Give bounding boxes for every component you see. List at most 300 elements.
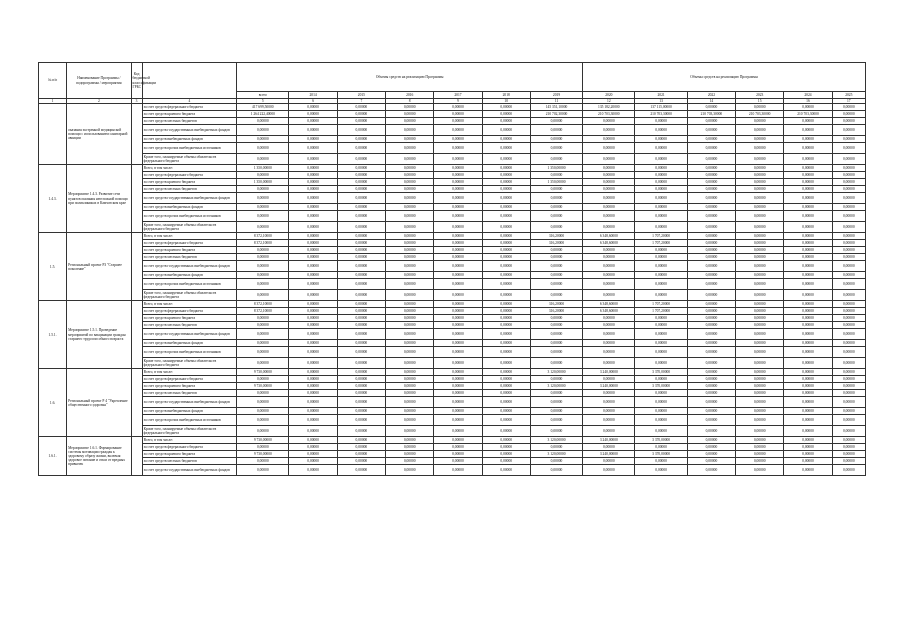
amount-cell: 0,00000	[784, 272, 832, 279]
amount-cell: 0,00000	[784, 383, 832, 390]
table-row	[39, 369, 866, 376]
amount-cell: 0,00000	[687, 254, 735, 261]
table-row	[39, 315, 866, 322]
amount-cell: 0,00000	[386, 154, 434, 165]
table-row	[39, 111, 866, 118]
amount-cell: 0,00000	[736, 186, 784, 193]
amount-cell: 0,00000	[832, 465, 865, 476]
amount-cell: 0,00000	[784, 458, 832, 465]
amount-cell: 0,00000	[237, 340, 289, 347]
amount-cell: 0,00000	[337, 272, 385, 279]
amount-cell: 0,00000	[687, 347, 735, 358]
amount-cell: 0,00000	[784, 322, 832, 329]
amount-cell: 3 120,00000	[530, 383, 582, 390]
amount-cell: 0,00000	[289, 347, 337, 358]
table-row	[39, 172, 866, 179]
amount-cell: 0,00000	[736, 204, 784, 211]
amount-cell: 0,00000	[687, 315, 735, 322]
amount-cell: 0,00000	[289, 240, 337, 247]
funding-source: за счет средств государственных внебюджетных фондов	[142, 465, 237, 476]
amount-cell: 0,00000	[434, 390, 482, 397]
amount-cell: 0,00000	[237, 347, 289, 358]
amount-cell: 0,00000	[736, 279, 784, 290]
amount-cell: 0,00000	[337, 451, 385, 458]
amount-cell: 0,00000	[386, 179, 434, 186]
funding-source: за счет средств местных бюджетов	[142, 186, 237, 193]
amount-cell: 0,00000	[289, 397, 337, 408]
amount-cell: 0,00000	[482, 358, 530, 369]
amount-cell: 0,00000	[736, 376, 784, 383]
amount-cell: 0,00000	[530, 272, 582, 279]
table-row	[39, 186, 866, 193]
amount-cell: 0,00000	[434, 347, 482, 358]
amount-cell: 6 348,60000	[583, 240, 635, 247]
amount-cell: 0,00000	[337, 193, 385, 204]
amount-cell: 0,00000	[386, 451, 434, 458]
amount-cell: 0,00000	[386, 329, 434, 340]
amount-cell: 0,00000	[434, 193, 482, 204]
funding-source: Всего, в том числе:	[142, 369, 237, 376]
column-number: 13	[635, 99, 687, 104]
amount-cell: 0,00000	[434, 222, 482, 233]
amount-cell: 0,00000	[386, 247, 434, 254]
funding-source: за счет средств местных бюджетов	[142, 118, 237, 125]
row-code	[131, 233, 142, 301]
amount-cell: 0,00000	[386, 143, 434, 154]
amount-cell: 0,00000	[736, 143, 784, 154]
header-source	[142, 63, 237, 99]
amount-cell: 1 350,00000	[530, 179, 582, 186]
row-index: 1.6.	[39, 369, 67, 437]
amount-cell: 0,00000	[386, 369, 434, 376]
amount-cell: 0,00000	[237, 322, 289, 329]
amount-cell: 0,00000	[784, 347, 832, 358]
amount-cell: 0,00000	[386, 111, 434, 118]
amount-cell: 0,00000	[434, 279, 482, 290]
amount-cell: 0,00000	[832, 376, 865, 383]
amount-cell: 0,00000	[337, 358, 385, 369]
amount-cell: 0,00000	[337, 111, 385, 118]
funding-source: Всего, в том числе:	[142, 165, 237, 172]
amount-cell: 0,00000	[687, 437, 735, 444]
budget-table	[38, 62, 866, 476]
row-index	[39, 104, 67, 165]
amount-cell: 0,00000	[832, 369, 865, 376]
amount-cell: 0,00000	[289, 451, 337, 458]
amount-cell: 0,00000	[337, 254, 385, 261]
amount-cell: 0,00000	[736, 136, 784, 143]
amount-cell: 0,00000	[386, 458, 434, 465]
amount-cell: 0,00000	[530, 458, 582, 465]
amount-cell: 0,00000	[687, 247, 735, 254]
row-code	[131, 437, 142, 476]
amount-cell: 0,00000	[583, 247, 635, 254]
amount-cell: 0,00000	[434, 118, 482, 125]
amount-cell: 0,00000	[736, 193, 784, 204]
amount-cell: 0,00000	[784, 358, 832, 369]
amount-cell: 0,00000	[583, 254, 635, 261]
row-title: Региональный проект Р3 "Старшее поколение"	[67, 233, 131, 301]
amount-cell: 3 120,00000	[530, 451, 582, 458]
amount-cell: 0,00000	[482, 451, 530, 458]
amount-cell: 0,00000	[237, 125, 289, 136]
amount-cell: 0,00000	[687, 415, 735, 426]
amount-cell: 0,00000	[832, 272, 865, 279]
funding-source: за счет средств государственных внебюджетных фондов	[142, 125, 237, 136]
amount-cell: 0,00000	[482, 376, 530, 383]
table-row	[39, 290, 866, 301]
amount-cell: 0,00000	[237, 261, 289, 272]
amount-cell: 0,00000	[434, 154, 482, 165]
amount-cell: 0,00000	[289, 233, 337, 240]
amount-cell: 0,00000	[687, 165, 735, 172]
amount-cell: 0,00000	[530, 322, 582, 329]
amount-cell: 0,00000	[736, 172, 784, 179]
amount-cell: 0,00000	[736, 390, 784, 397]
amount-cell: 0,00000	[784, 125, 832, 136]
amount-cell: 0,00000	[736, 290, 784, 301]
amount-cell: 0,00000	[784, 204, 832, 211]
funding-source: за счет средств местных бюджетов	[142, 390, 237, 397]
funding-source: за счет средств прочих внебюджетных источников	[142, 279, 237, 290]
amount-cell: 0,00000	[530, 390, 582, 397]
table-body	[39, 104, 866, 476]
amount-cell: 0,00000	[583, 136, 635, 143]
amount-cell: 0,00000	[337, 125, 385, 136]
row-title: оказания экстренной медицинской помощи с использованием санитарной авиации	[67, 104, 131, 165]
funding-source: за счет средств федерального бюджета	[142, 376, 237, 383]
amount-cell: 0,00000	[635, 193, 687, 204]
amount-cell: 0,00000	[337, 458, 385, 465]
amount-cell: 0,00000	[289, 136, 337, 143]
amount-cell: 0,00000	[832, 340, 865, 347]
amount-cell: 0,00000	[386, 301, 434, 308]
amount-cell: 0,00000	[784, 426, 832, 437]
amount-cell: 1 707,20000	[635, 308, 687, 315]
amount-cell: 0,00000	[289, 186, 337, 193]
amount-cell: 0,00000	[687, 340, 735, 347]
funding-source: за счет средств федерального бюджета	[142, 240, 237, 247]
amount-cell: 0,00000	[237, 172, 289, 179]
amount-cell: 316,20000	[530, 233, 582, 240]
amount-cell: 0,00000	[687, 172, 735, 179]
amount-cell: 0,00000	[736, 322, 784, 329]
amount-cell: 0,00000	[386, 136, 434, 143]
amount-cell: 0,00000	[687, 143, 735, 154]
amount-cell: 0,00000	[736, 211, 784, 222]
amount-cell: 0,00000	[237, 458, 289, 465]
amount-cell: 0,00000	[687, 426, 735, 437]
amount-cell: 0,00000	[289, 426, 337, 437]
amount-cell: 0,00000	[832, 308, 865, 315]
amount-cell: 0,00000	[736, 272, 784, 279]
amount-cell: 0,00000	[337, 247, 385, 254]
table-row	[39, 154, 866, 165]
amount-cell: 0,00000	[832, 233, 865, 240]
amount-cell: 0,00000	[289, 301, 337, 308]
amount-cell: 145 351,10000	[530, 104, 582, 111]
amount-cell: 0,00000	[289, 329, 337, 340]
amount-cell: 1 707,20000	[635, 240, 687, 247]
amount-cell: 0,00000	[583, 415, 635, 426]
amount-cell: 0,00000	[482, 193, 530, 204]
amount-cell: 0,00000	[784, 444, 832, 451]
amount-cell: 0,00000	[583, 347, 635, 358]
amount-cell: 0,00000	[635, 143, 687, 154]
amount-cell: 0,00000	[635, 408, 687, 415]
amount-cell: 0,00000	[583, 290, 635, 301]
year-header: 2017	[434, 92, 482, 99]
amount-cell: 0,00000	[687, 444, 735, 451]
amount-cell: 0,00000	[386, 222, 434, 233]
amount-cell: 0,00000	[687, 136, 735, 143]
amount-cell: 0,00000	[687, 369, 735, 376]
amount-cell: 0,00000	[434, 329, 482, 340]
amount-cell: 0,00000	[784, 408, 832, 415]
amount-cell: 0,00000	[832, 397, 865, 408]
amount-cell: 0,00000	[482, 383, 530, 390]
amount-cell: 0,00000	[482, 290, 530, 301]
amount-cell: 0,00000	[337, 179, 385, 186]
amount-cell: 0,00000	[434, 308, 482, 315]
amount-cell: 0,00000	[530, 376, 582, 383]
amount-cell: 0,00000	[530, 254, 582, 261]
amount-cell: 0,00000	[434, 408, 482, 415]
column-number: 15	[736, 99, 784, 104]
amount-cell: 0,00000	[289, 247, 337, 254]
table-row	[39, 308, 866, 315]
amount-cell: 0,00000	[736, 426, 784, 437]
column-number: 2	[67, 99, 131, 104]
amount-cell: 0,00000	[784, 165, 832, 172]
amount-cell: 0,00000	[530, 172, 582, 179]
row-title: Мероприятие 1.4.3. Развитие сети пунктов оказания неотложной помощи при поликлиниках в Камчатском крае	[67, 165, 131, 233]
funding-source: Кроме того, планируемые объемы обязательств федерального бюджета	[142, 358, 237, 369]
amount-cell: 0,00000	[337, 465, 385, 476]
amount-cell: 0,00000	[583, 426, 635, 437]
amount-cell: 0,00000	[237, 315, 289, 322]
amount-cell: 0,00000	[736, 329, 784, 340]
funding-source: за счет средств внебюджетных фондов	[142, 204, 237, 211]
amount-cell: 0,00000	[434, 290, 482, 301]
amount-cell: 0,00000	[386, 308, 434, 315]
amount-cell: 0,00000	[337, 172, 385, 179]
amount-cell: 0,00000	[289, 204, 337, 211]
amount-cell: 0,00000	[482, 308, 530, 315]
amount-cell: 0,00000	[832, 290, 865, 301]
amount-cell: 0,00000	[482, 272, 530, 279]
amount-cell: 0,00000	[289, 308, 337, 315]
amount-cell: 0,00000	[482, 143, 530, 154]
amount-cell: 0,00000	[635, 172, 687, 179]
amount-cell: 0,00000	[832, 240, 865, 247]
amount-cell: 0,00000	[687, 308, 735, 315]
funding-source: за счет средств внебюджетных фондов	[142, 272, 237, 279]
amount-cell: 0,00000	[289, 272, 337, 279]
funding-source: за счет средств прочих внебюджетных источников	[142, 347, 237, 358]
amount-cell: 0,00000	[337, 204, 385, 211]
amount-cell: 8 372,10000	[237, 308, 289, 315]
amount-cell: 0,00000	[530, 125, 582, 136]
amount-cell: 6 348,60000	[583, 301, 635, 308]
amount-cell: 0,00000	[337, 104, 385, 111]
amount-cell: 0,00000	[635, 279, 687, 290]
year-header: 2021	[635, 92, 687, 99]
amount-cell: 0,00000	[434, 315, 482, 322]
amount-cell: 0,00000	[237, 118, 289, 125]
funding-source: за счет средств государственных внебюджетных фондов	[142, 329, 237, 340]
table-row	[39, 272, 866, 279]
column-number: 3	[131, 99, 142, 104]
amount-cell: 0,00000	[237, 136, 289, 143]
amount-cell: 0,00000	[635, 340, 687, 347]
amount-cell: 0,00000	[583, 390, 635, 397]
amount-cell: 0,00000	[736, 347, 784, 358]
amount-cell: 0,00000	[482, 254, 530, 261]
amount-cell: 0,00000	[386, 204, 434, 211]
amount-cell: 0,00000	[237, 465, 289, 476]
header-number: № п/п	[39, 63, 67, 99]
amount-cell: 0,00000	[583, 118, 635, 125]
amount-cell: 0,00000	[482, 165, 530, 172]
amount-cell: 0,00000	[434, 179, 482, 186]
amount-cell: 0,00000	[289, 458, 337, 465]
row-code	[131, 165, 142, 233]
amount-cell: 0,00000	[237, 376, 289, 383]
amount-cell: 0,00000	[482, 136, 530, 143]
amount-cell: 0,00000	[434, 111, 482, 118]
amount-cell: 0,00000	[482, 111, 530, 118]
amount-cell: 0,00000	[687, 211, 735, 222]
amount-cell: 1 350,00000	[237, 165, 289, 172]
funding-source: Всего, в том числе:	[142, 233, 237, 240]
amount-cell: 0,00000	[530, 347, 582, 358]
amount-cell: 0,00000	[736, 408, 784, 415]
amount-cell: 3 370,00000	[635, 383, 687, 390]
amount-cell: 0,00000	[832, 437, 865, 444]
amount-cell: 0,00000	[530, 358, 582, 369]
amount-cell: 0,00000	[687, 322, 735, 329]
amount-cell: 0,00000	[583, 408, 635, 415]
amount-cell: 0,00000	[635, 211, 687, 222]
amount-cell: 0,00000	[832, 301, 865, 308]
row-index: 1.5.	[39, 233, 67, 301]
amount-cell: 0,00000	[687, 397, 735, 408]
amount-cell: 0,00000	[337, 444, 385, 451]
funding-source: Кроме того, планируемые объемы обязательств федерального бюджета	[142, 426, 237, 437]
amount-cell: 0,00000	[530, 247, 582, 254]
amount-cell: 0,00000	[736, 165, 784, 172]
amount-cell: 0,00000	[583, 272, 635, 279]
amount-cell: 0,00000	[337, 329, 385, 340]
amount-cell: 0,00000	[434, 254, 482, 261]
amount-cell: 0,00000	[687, 118, 735, 125]
amount-cell: 0,00000	[832, 193, 865, 204]
amount-cell: 0,00000	[482, 172, 530, 179]
amount-cell: 0,00000	[237, 254, 289, 261]
amount-cell: 0,00000	[687, 240, 735, 247]
amount-cell: 0,00000	[289, 408, 337, 415]
funding-source: за счет средств внебюджетных фондов	[142, 136, 237, 143]
amount-cell: 0,00000	[237, 272, 289, 279]
column-number: 1	[39, 99, 67, 104]
amount-cell: 0,00000	[832, 165, 865, 172]
amount-cell: 0,00000	[687, 193, 735, 204]
amount-cell: 0,00000	[289, 383, 337, 390]
amount-cell: 0,00000	[289, 165, 337, 172]
table-row	[39, 451, 866, 458]
amount-cell: 0,00000	[583, 204, 635, 211]
amount-cell: 0,00000	[530, 279, 582, 290]
amount-cell: 3 370,00000	[635, 437, 687, 444]
amount-cell: 0,00000	[832, 390, 865, 397]
column-number: 8	[386, 99, 434, 104]
amount-cell: 3 370,00000	[635, 369, 687, 376]
amount-cell: 0,00000	[337, 308, 385, 315]
year-header: всего	[237, 92, 289, 99]
amount-cell: 0,00000	[784, 211, 832, 222]
amount-cell: 210 703,30000	[583, 111, 635, 118]
amount-cell: 0,00000	[237, 290, 289, 301]
amount-cell: 137 115,00000	[635, 104, 687, 111]
amount-cell: 0,00000	[736, 247, 784, 254]
amount-cell: 0,00000	[635, 186, 687, 193]
row-title: Мероприятие 1.5.1. Проведение мероприятий по вакцинации граждан старшего трудоспособного возраста	[67, 301, 131, 369]
amount-cell: 0,00000	[583, 315, 635, 322]
funding-source: за счет средств краевого бюджета	[142, 179, 237, 186]
amount-cell: 1 707,20000	[635, 301, 687, 308]
amount-cell: 0,00000	[687, 125, 735, 136]
amount-cell: 0,00000	[337, 261, 385, 272]
amount-cell: 0,00000	[687, 390, 735, 397]
amount-cell: 0,00000	[386, 322, 434, 329]
table-row	[39, 247, 866, 254]
amount-cell: 0,00000	[482, 118, 530, 125]
amount-cell: 0,00000	[832, 322, 865, 329]
amount-cell: 0,00000	[736, 465, 784, 476]
amount-cell: 0,00000	[337, 186, 385, 193]
amount-cell: 0,00000	[482, 397, 530, 408]
amount-cell: 0,00000	[530, 154, 582, 165]
amount-cell: 3 120,00000	[530, 369, 582, 376]
amount-cell: 0,00000	[434, 444, 482, 451]
amount-cell: 0,00000	[583, 193, 635, 204]
amount-cell: 0,00000	[337, 279, 385, 290]
amount-cell: 0,00000	[530, 211, 582, 222]
amount-cell: 1 350,00000	[530, 165, 582, 172]
amount-cell: 0,00000	[832, 136, 865, 143]
amount-cell: 0,00000	[583, 358, 635, 369]
funding-source: Всего, в том числе:	[142, 437, 237, 444]
amount-cell: 0,00000	[784, 376, 832, 383]
amount-cell: 0,00000	[635, 458, 687, 465]
amount-cell: 0,00000	[386, 437, 434, 444]
funding-source: за счет средств прочих внебюджетных источников	[142, 143, 237, 154]
amount-cell: 316,20000	[530, 301, 582, 308]
amount-cell: 0,00000	[530, 186, 582, 193]
amount-cell: 0,00000	[635, 179, 687, 186]
amount-cell: 0,00000	[337, 315, 385, 322]
amount-cell: 0,00000	[337, 390, 385, 397]
amount-cell: 0,00000	[337, 154, 385, 165]
amount-cell: 0,00000	[736, 179, 784, 186]
amount-cell: 0,00000	[289, 193, 337, 204]
amount-cell: 0,00000	[386, 465, 434, 476]
amount-cell: 0,00000	[784, 369, 832, 376]
amount-cell: 0,00000	[289, 261, 337, 272]
amount-cell: 0,00000	[337, 222, 385, 233]
amount-cell: 0,00000	[237, 143, 289, 154]
